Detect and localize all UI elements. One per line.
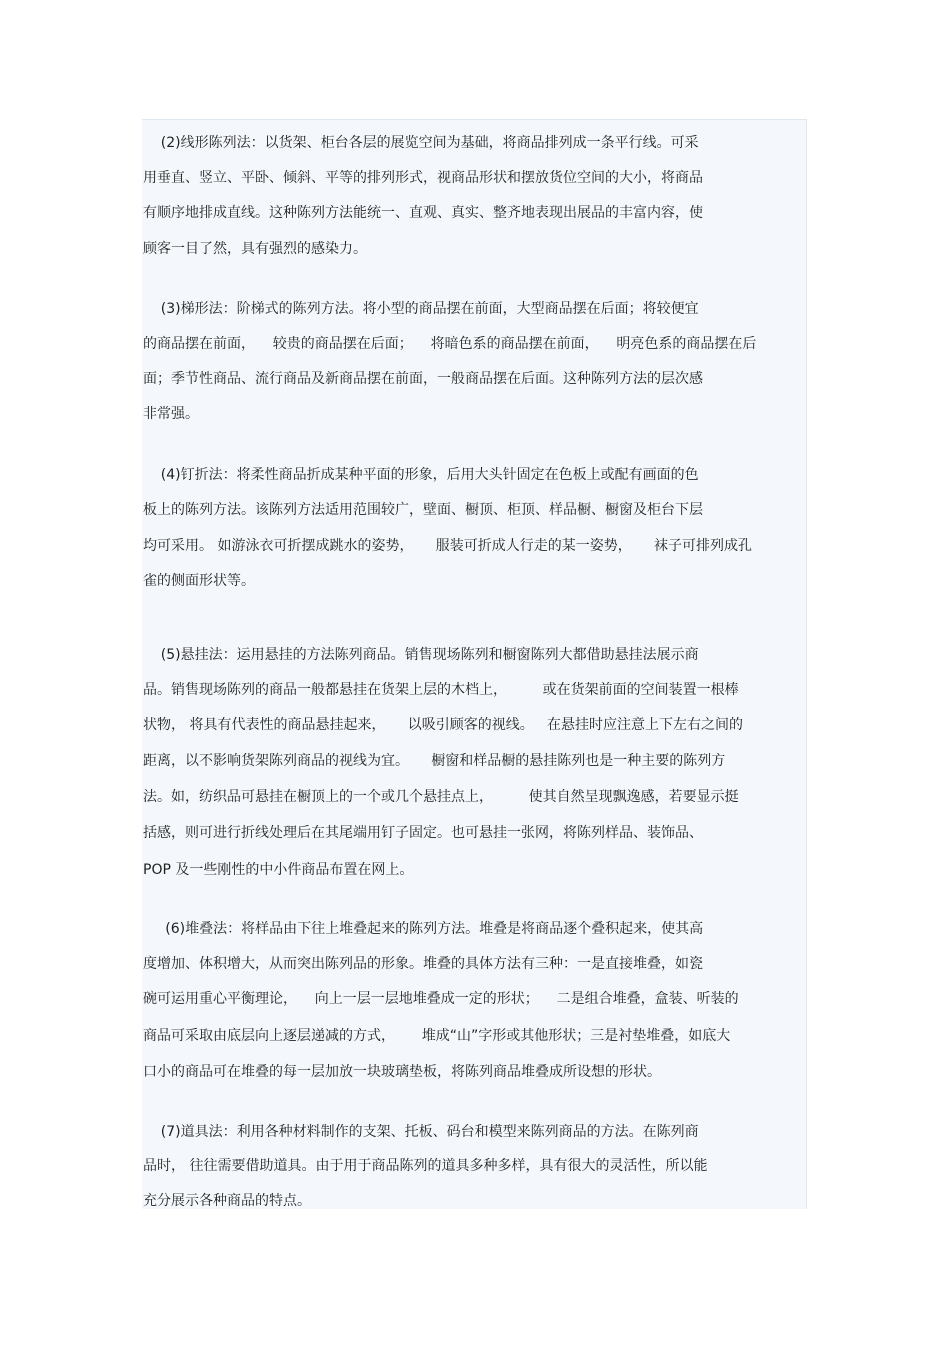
text-line: 均可采用。 如游泳衣可折摆成跳水的姿势， 服装可折成人行走的某一姿势， 袜子可排列成孔: [143, 538, 752, 554]
text-line: (3)梯形法：阶梯式的陈列方法。将小型的商品摆在前面，大型商品摆在后面；将较便宜: [143, 301, 699, 317]
text-line: 口小的商品可在堆叠的每一层加放一块玻璃垫板，将陈列商品堆叠成所设想的形状。: [143, 1064, 661, 1080]
text-line: 碗可运用重心平衡理论， 向上一层一层地堆叠成一定的形状； 二是组合堆叠，盒装、听装的: [143, 991, 739, 1007]
text-line: 有顺序地排成直线。这种陈列方法能统一、直观、真实、整齐地表现出展品的丰富内容，使: [143, 205, 703, 221]
text-line: (7)道具法：利用各种材料制作的支架、托板、码台和模型来陈列商品的方法。在陈列商: [143, 1124, 699, 1140]
text-line: 距离，以不影响货架陈列商品的视线为宜。 橱窗和样品橱的悬挂陈列也是一种主要的陈列方: [143, 753, 726, 769]
text-line: 法。如，纺织品可悬挂在橱顶上的一个或几个悬挂点上， 使其自然呈现飘逸感，若要显示挺: [143, 789, 739, 805]
text-line: 括感，则可进行折线处理后在其尾端用钉子固定。也可悬挂一张网，将陈列样品、装饰品、: [143, 825, 703, 841]
text-line: 度增加、体积增大，从而突出陈列品的形象。堆叠的具体方法有三种：一是直接堆叠，如瓷: [143, 956, 703, 972]
text-line: (6)堆叠法：将样品由下往上堆叠起来的陈列方法。堆叠是将商品逐个叠积起来，使其高: [143, 921, 704, 937]
text-line: (2)线形陈列法：以货架、柜台各层的展览空间为基础，将商品排列成一条平行线。可采: [143, 135, 699, 151]
text-line: 的商品摆在前面， 较贵的商品摆在后面； 将暗色系的商品摆在前面， 明亮色系的商品摆在后: [143, 336, 757, 352]
text-line: 商品可采取由底层向上逐层递减的方式， 堆成“山”字形或其他形状；三是衬垫堆叠，如底大: [143, 1028, 731, 1044]
text-line: 品。销售现场陈列的商品一般都悬挂在货架上层的木档上， 或在货架前面的空间装置一根棒: [143, 682, 739, 698]
text-line: POP 及一些刚性的中小件商品布置在网上。: [143, 862, 414, 878]
text-line: (5)悬挂法：运用悬挂的方法陈列商品。销售现场陈列和橱窗陈列大都借助悬挂法展示商: [143, 647, 699, 663]
text-line: 充分展示各种商品的特点。: [143, 1193, 311, 1209]
text-line: 顾客一目了然，具有强烈的感染力。: [143, 241, 367, 257]
text-line: 状物， 将具有代表性的商品悬挂起来， 以吸引顾客的视线。 在悬挂时应注意上下左右之间的: [143, 717, 744, 733]
text-line: 雀的侧面形状等。: [143, 573, 255, 589]
text-line: 板上的陈列方法。该陈列方法适用范围较广，壁面、橱顶、柜顶、样品橱、橱窗及柜台下层: [143, 502, 703, 518]
text-line: 品时， 往往需要借助道具。由于用于商品陈列的道具多种多样，具有很大的灵活性，所以能: [143, 1158, 708, 1174]
text-line: 用垂直、竖立、平卧、倾斜、平等的排列形式，视商品形状和摆放货位空间的大小，将商品: [143, 170, 703, 186]
text-line: (4)钉折法：将柔性商品折成某种平面的形象，后用大头针固定在色板上或配有画面的色: [143, 467, 699, 483]
document-panel: [142, 119, 807, 1209]
text-line: 非常强。: [143, 406, 199, 422]
text-line: 面；季节性商品、流行商品及新商品摆在前面，一般商品摆在后面。这种陈列方法的层次感: [143, 371, 703, 387]
